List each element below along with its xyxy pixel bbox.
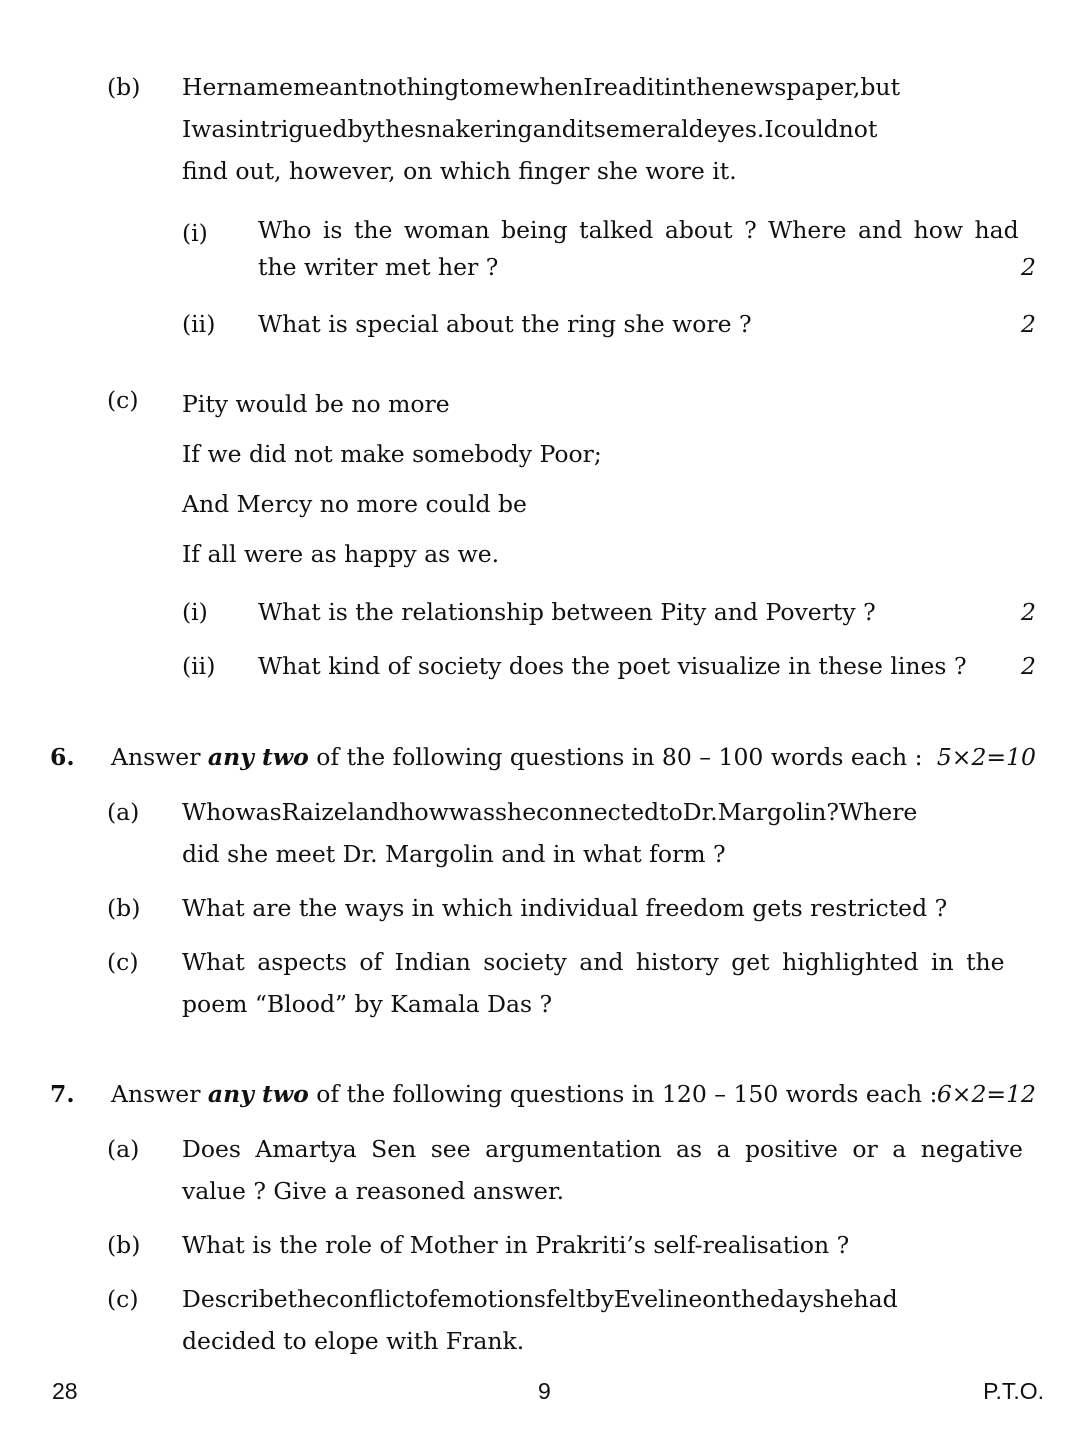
q7a-question [182, 1128, 1023, 1212]
q6a-question [182, 791, 979, 875]
q7-marks: 6×2=12 [936, 1080, 1036, 1108]
q5b-i-line-1: Who is the woman being talked about ? Where and how had [258, 216, 1019, 244]
q7c-question [182, 1278, 979, 1362]
q7-suffix: of the following questions in 120 – 150 words each : [308, 1080, 938, 1108]
q5c-label: (c) [107, 386, 139, 414]
q5b-label: (b) [107, 73, 141, 101]
q5c-i-question: What is the relationship between Pity and Poverty ? [258, 598, 876, 626]
q6-emphasis: any two [207, 743, 309, 771]
q6-instruction [111, 736, 923, 778]
q5b-i-question [258, 212, 1019, 286]
q6a-line-1: WhowasRaizelandhowwassheconnectedtoDr.Margolin?Where [182, 798, 918, 826]
q5c-i-marks: 2 [1021, 598, 1036, 626]
q6-number: 6. [50, 743, 75, 771]
q5c-poem-line-1: Pity would be no more [182, 390, 450, 418]
q6a-label: (a) [107, 798, 140, 826]
q5b-ii-marks: 2 [1021, 310, 1036, 338]
q7a-line-2: value ? Give a reasoned answer. [182, 1177, 565, 1205]
q7c-line-1: DescribetheconflictofemotionsfeltbyEvelineonthedayshehad [182, 1285, 898, 1313]
q5c-poem-line-4: If all were as happy as we. [182, 540, 500, 568]
q6b-label: (b) [107, 894, 141, 922]
q7-prefix: Answer [111, 1080, 208, 1108]
footer-pto: P.T.O. [983, 1378, 1044, 1404]
q7-emphasis: any two [207, 1080, 309, 1108]
q6c-question [182, 941, 1005, 1025]
q5b-passage [182, 66, 979, 192]
q6c-line-2: poem “Blood” by Kamala Das ? [182, 990, 553, 1018]
q6c-label: (c) [107, 948, 139, 976]
q5b-i-line-2: the writer met her ? [258, 253, 499, 281]
q7a-label: (a) [107, 1135, 140, 1163]
q7-instruction [111, 1073, 937, 1115]
q5b-i-label: (i) [182, 219, 208, 247]
q6b-question: What are the ways in which individual freedom gets restricted ? [182, 894, 948, 922]
q5c-ii-label: (ii) [182, 652, 216, 680]
q7c-label: (c) [107, 1285, 139, 1313]
footer-paper-code: 28 [52, 1378, 78, 1404]
q5c-poem-line-2: If we did not make somebody Poor; [182, 440, 602, 468]
q7b-label: (b) [107, 1231, 141, 1259]
q5c-poem [182, 379, 979, 579]
q5b-i-marks: 2 [1021, 253, 1036, 281]
q5c-i-label: (i) [182, 598, 208, 626]
q7b-question: What is the role of Mother in Prakriti’s self-realisation ? [182, 1231, 850, 1259]
q5c-ii-question: What kind of society does the poet visualize in these lines ? [258, 652, 967, 680]
q5b-ii-label: (ii) [182, 310, 216, 338]
q7c-line-2: decided to elope with Frank. [182, 1327, 525, 1355]
q7a-line-1: Does Amartya Sen see argumentation as a positive or a negative [182, 1135, 1023, 1163]
q5b-line-1: HernamemeantnothingtomewhenIreaditinthenewspaper,but [182, 73, 901, 101]
q6a-line-2: did she meet Dr. Margolin and in what form ? [182, 840, 726, 868]
q6-marks: 5×2=10 [936, 743, 1036, 771]
q5c-poem-line-3: And Mercy no more could be [182, 490, 527, 518]
q6-suffix: of the following questions in 80 – 100 words each : [308, 743, 923, 771]
q5b-line-3: find out, however, on which finger she wore it. [182, 157, 737, 185]
q5b-ii-question: What is special about the ring she wore ? [258, 310, 752, 338]
q6-prefix: Answer [111, 743, 208, 771]
footer-page-number: 9 [538, 1378, 551, 1404]
q5b-line-2: Iwasintriguedbythesnakeringanditsemeraldeyes.Icouldnot [182, 115, 878, 143]
q7-number: 7. [50, 1080, 75, 1108]
q5c-ii-marks: 2 [1021, 652, 1036, 680]
q6c-line-1: What aspects of Indian society and history get highlighted in the [182, 948, 1005, 976]
